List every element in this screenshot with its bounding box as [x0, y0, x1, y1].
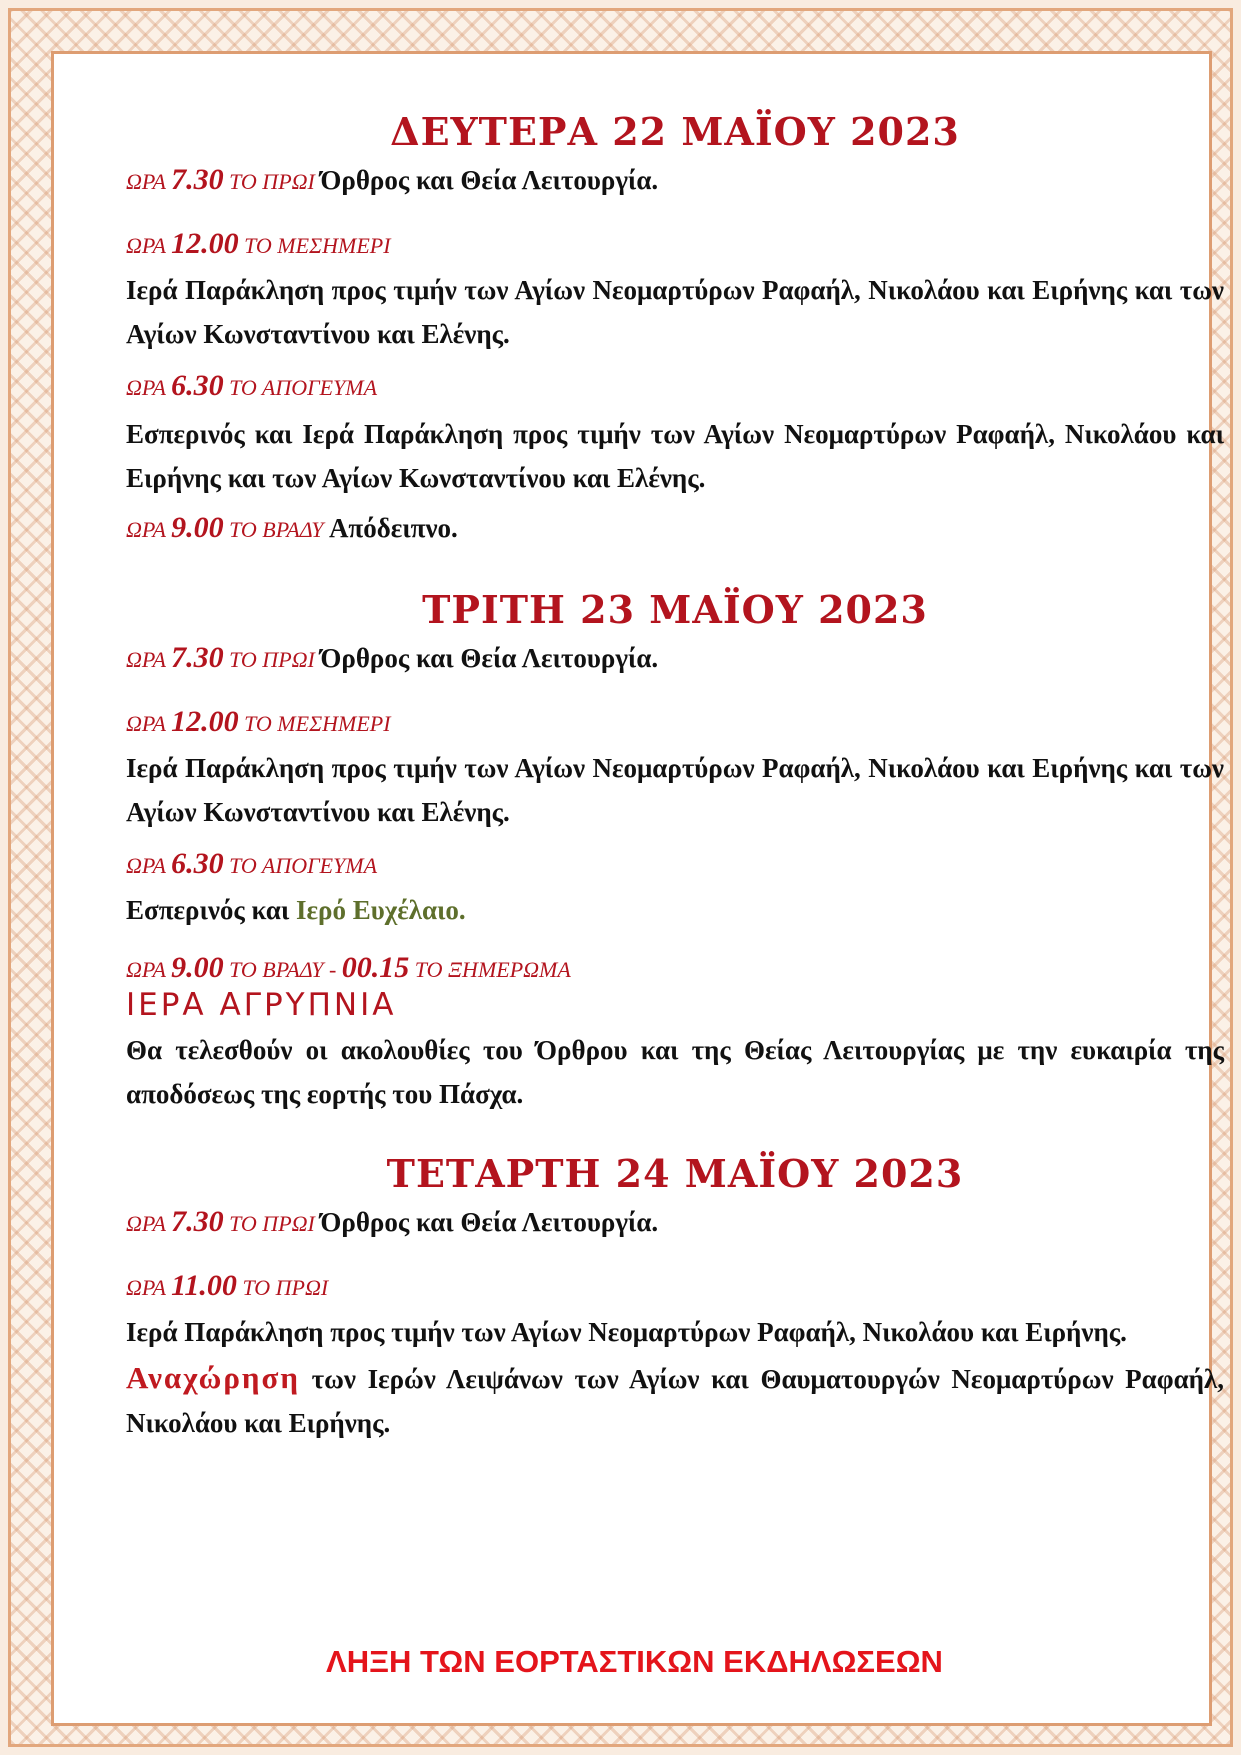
hour: 12.00 [171, 227, 239, 260]
period: ΤΟ ΠΡΩΙ [242, 1275, 329, 1300]
schedule-item [126, 512, 1224, 546]
day-section-tuesday [126, 586, 1224, 634]
schedule-item [126, 848, 1224, 932]
schedule-item [126, 1206, 1224, 1240]
service-text: Απόδειπνο. [328, 513, 458, 543]
service-text: Ιερά Παράκληση προς τιμήν των Αγίων Νεομαρτύρων Ραφαήλ, Νικολάου και Ειρήνης και των Αγίων Κωνσταντίνου και Ελένης. [126, 275, 1224, 349]
hour: 9.00 [171, 951, 224, 984]
hour: 9.00 [171, 511, 224, 544]
period: ΤΟ ΠΡΩΙ [229, 647, 315, 672]
hour-prefix: ΩΡΑ [126, 647, 166, 672]
service-text: Όρθρος και Θεία Λειτουργία. [320, 165, 659, 195]
hour: 7.30 [171, 641, 224, 674]
day-title: ΤΡΙΤΗ 23 ΜΑΪΟΥ 2023 [422, 587, 928, 632]
day-section-monday [126, 108, 1224, 156]
day-section-wednesday [126, 1150, 1224, 1198]
hour: 7.30 [171, 1205, 224, 1238]
hour-prefix: ΩΡΑ [126, 375, 166, 400]
closing-note: ΛΗΞΗ ΤΩΝ ΕΟΡΤΑΣΤΙΚΩΝ ΕΚΔΗΛΩΣΕΩΝ [326, 1644, 943, 1679]
service-text: Όρθρος και Θεία Λειτουργία. [320, 643, 659, 673]
hour-prefix: ΩΡΑ [126, 169, 166, 194]
schedule-item [126, 706, 1224, 834]
period: ΤΟ ΒΡΑΔΥ [229, 517, 324, 542]
hour-end: 00.15 [341, 951, 410, 984]
schedule-item [126, 952, 1224, 1116]
service-text: Ιερά Παράκληση προς τιμήν των Αγίων Νεομαρτύρων Ραφαήλ, Νικολάου και Ειρήνης και των Αγίων Κωνσταντίνου και Ελένης. [126, 753, 1224, 827]
period: ΤΟ ΑΠΟΓΕΥΜΑ [229, 853, 378, 878]
hour-prefix: ΩΡΑ [126, 517, 166, 542]
schedule-item [126, 228, 1224, 356]
service-text: Θα τελεσθούν οι ακολουθίες του Όρθρου και της Θείας Λειτουργίας με την ευκαιρία της αποδόσεως της εορτής του Πάσχα. [126, 1035, 1224, 1109]
hour: 11.00 [171, 1269, 237, 1302]
period: ΤΟ ΜΕΣΗΜΕΡΙ [244, 233, 391, 258]
period-end: ΤΟ ΞΗΜΕΡΩΜΑ [414, 957, 571, 982]
hour: 7.30 [171, 163, 224, 196]
service-text: Ιερά Παράκληση προς τιμήν των Αγίων Νεομαρτύρων Ραφαήλ, Νικολάου και Ειρήνης. [126, 1317, 1127, 1347]
service-text: Εσπερινός και Ιερά Παράκληση προς τιμήν των Αγίων Νεομαρτύρων Ραφαήλ, Νικολάου και Ειρήνης και των Αγίων Κωνσταντίνου και Ελένης. [126, 419, 1224, 493]
service-text: Εσπερινός και [126, 895, 290, 925]
hour: 12.00 [171, 705, 239, 738]
day-title: ΔΕΥΤΕΡΑ 22 ΜΑΪΟΥ 2023 [390, 109, 960, 154]
schedule-item [126, 1270, 1224, 1445]
hour-prefix: ΩΡΑ [126, 957, 166, 982]
service-highlight: Ιερό Ευχέλαιο. [295, 895, 466, 925]
departure-word: Αναχώρηση [126, 1360, 300, 1395]
hour: 6.30 [171, 369, 224, 402]
schedule-item [126, 642, 1224, 676]
period: ΤΟ ΒΡΑΔΥ - [229, 957, 337, 982]
day-title: ΤΕΤΑΡΤΗ 24 ΜΑΪΟΥ 2023 [386, 1151, 964, 1196]
departure-text: των Ιερών Λειψάνων των Αγίων και Θαυματουργών Νεομαρτύρων Ραφαήλ, Νικολάου και Ειρήνης. [126, 1364, 1224, 1438]
page-panel [51, 51, 1224, 1726]
hour: 6.30 [171, 847, 224, 880]
period: ΤΟ ΜΕΣΗΜΕΡΙ [244, 711, 391, 736]
hour-prefix: ΩΡΑ [126, 233, 166, 258]
hour-prefix: ΩΡΑ [126, 853, 166, 878]
hour-prefix: ΩΡΑ [126, 1275, 166, 1300]
schedule-item [126, 164, 1224, 198]
period: ΤΟ ΠΡΩΙ [229, 1211, 315, 1236]
service-text: Όρθρος και Θεία Λειτουργία. [320, 1207, 659, 1237]
period: ΤΟ ΑΠΟΓΕΥΜΑ [229, 375, 378, 400]
hour-prefix: ΩΡΑ [126, 711, 166, 736]
schedule-item [126, 370, 1224, 500]
period: ΤΟ ΠΡΩΙ [229, 169, 315, 194]
hour-prefix: ΩΡΑ [126, 1211, 166, 1236]
decorative-border [8, 8, 1233, 1747]
vigil-heading: ΙΕΡΑ ΑΓΡΥΠΝΙΑ [126, 987, 397, 1023]
